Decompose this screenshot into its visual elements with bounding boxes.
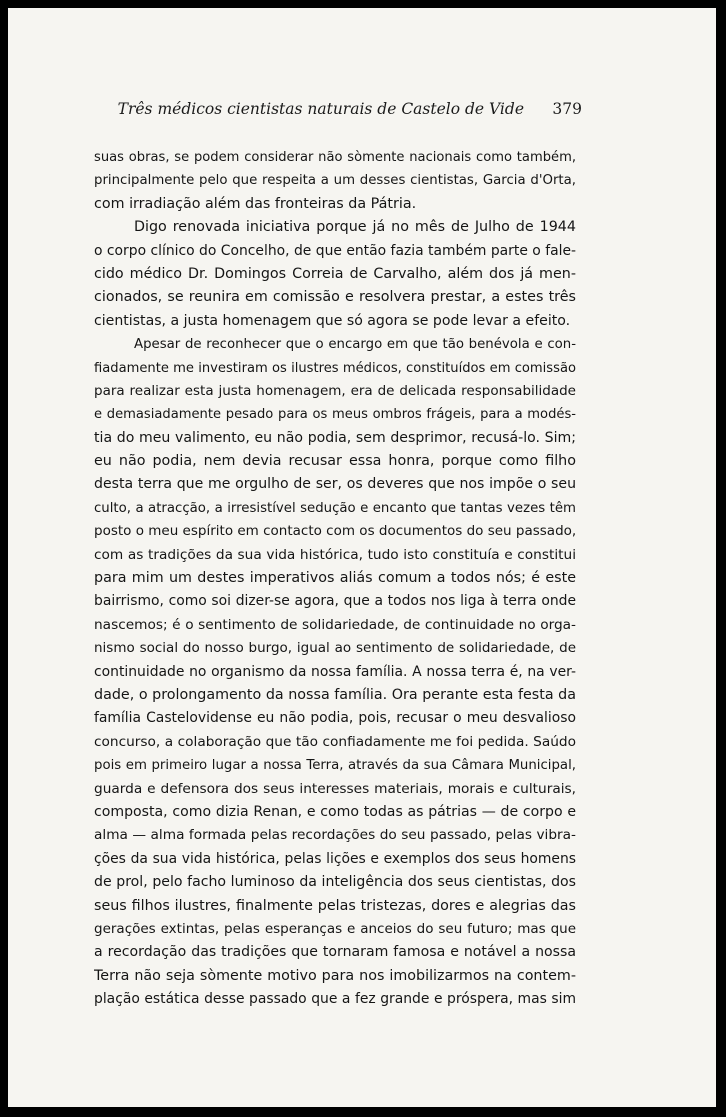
- text-line: para realizar esta justa homenagem, era de delicada responsabilidade: [94, 382, 576, 399]
- text-line: composta, como dizia Renan, e como todas as pátrias — de corpo e: [94, 803, 576, 820]
- text-line: suas obras, se podem considerar não sòmente nacionais como também,: [94, 150, 576, 165]
- text-line: alma — alma formada pelas recordações do seu passado, pelas vibra-: [94, 827, 576, 844]
- text-line: Apesar de reconhecer que o encargo em que tão benévola e con-: [134, 337, 576, 353]
- text-line: pois em primeiro lugar a nossa Terra, através da sua Câmara Municipal,: [94, 758, 576, 774]
- text-line: nismo social do nosso burgo, igual ao sentimento de solidariedade, de: [94, 640, 576, 657]
- text-line: eu não podia, nem devia recusar essa honra, porque como filho: [94, 453, 576, 470]
- text-line: com as tradições da sua vida histórica, tudo isto constituía e constitui: [94, 546, 576, 563]
- text-line: a recordação das tradições que tornaram famosa e notável a nossa: [94, 944, 576, 961]
- body-text: [94, 146, 576, 1011]
- text-line: tia do meu valimento, eu não podia, sem desprimor, recusá-lo. Sim;: [94, 429, 576, 446]
- text-line: plação estática desse passado que a fez grande e próspera, mas sim: [94, 991, 576, 1008]
- text-line: dade, o prolongamento da nossa família. Ora perante esta festa da: [94, 686, 576, 703]
- text-line: principalmente pelo que respeita a um desses cientistas, Garcia d'Orta,: [94, 173, 576, 189]
- text-line: para mim um destes imperativos aliás comum a todos nós; é este: [94, 570, 576, 587]
- text-line: Terra não seja sòmente motivo para nos imobilizarmos na contem-: [94, 967, 576, 984]
- text-line: família Castelovidense eu não podia, pois, recusar o meu desvalioso: [94, 710, 576, 727]
- text-line: posto o meu espírito em contacto com os documentos do seu passado,: [94, 523, 576, 540]
- text-line: bairrismo, como soi dizer-se agora, que a todos nos liga à terra onde: [94, 593, 576, 610]
- text-line: culto, a atracção, a irresistível sedução e encanto que tantas vezes têm: [94, 500, 576, 516]
- text-line: nascemos; é o sentimento de solidariedade, de continuidade no orga-: [94, 616, 576, 633]
- page-number: 379: [552, 100, 582, 118]
- running-header: [90, 100, 582, 122]
- text-line: guarda e defensora dos seus interesses materiais, morais e culturais,: [94, 780, 576, 797]
- text-line: de prol, pelo facho luminoso da inteligência dos seus cientistas, dos: [94, 874, 576, 891]
- text-line: cientistas, a justa homenagem que só agora se pode levar a efeito.: [94, 312, 571, 329]
- text-line: gerações extintas, pelas esperanças e anceios do seu futuro; mas que: [94, 920, 576, 937]
- text-line: com irradiação além das fronteiras da Pátria.: [94, 195, 417, 212]
- book-page: [8, 8, 716, 1107]
- text-line: o corpo clínico do Concelho, de que então fazia também parte o fale-: [94, 242, 576, 259]
- text-line: desta terra que me orgulho de ser, os deveres que nos impõe o seu: [94, 476, 576, 493]
- text-line: Digo renovada iniciativa porque já no mês de Julho de 1944: [134, 219, 576, 236]
- text-line: continuidade no organismo da nossa família. A nossa terra é, na ver-: [94, 663, 576, 680]
- text-line: cido médico Dr. Domingos Correia de Carvalho, além dos já men-: [94, 265, 576, 282]
- running-title: Três médicos cientistas naturais de Castelo de Vide: [117, 100, 524, 118]
- text-line: cionados, se reunira em comissão e resolvera prestar, a estes três: [94, 289, 576, 306]
- text-line: e demasiadamente pesado para os meus ombros frágeis, para a modés-: [94, 407, 576, 423]
- text-line: concurso, a colaboração que tão confiadamente me foi pedida. Saúdo: [94, 733, 576, 750]
- text-line: ções da sua vida histórica, pelas lições e exemplos dos seus homens: [94, 850, 576, 867]
- text-line: fiadamente me investiram os ilustres médicos, constituídos em comissão: [94, 360, 576, 376]
- text-line: seus filhos ilustres, finalmente pelas tristezas, dores e alegrias das: [94, 897, 576, 914]
